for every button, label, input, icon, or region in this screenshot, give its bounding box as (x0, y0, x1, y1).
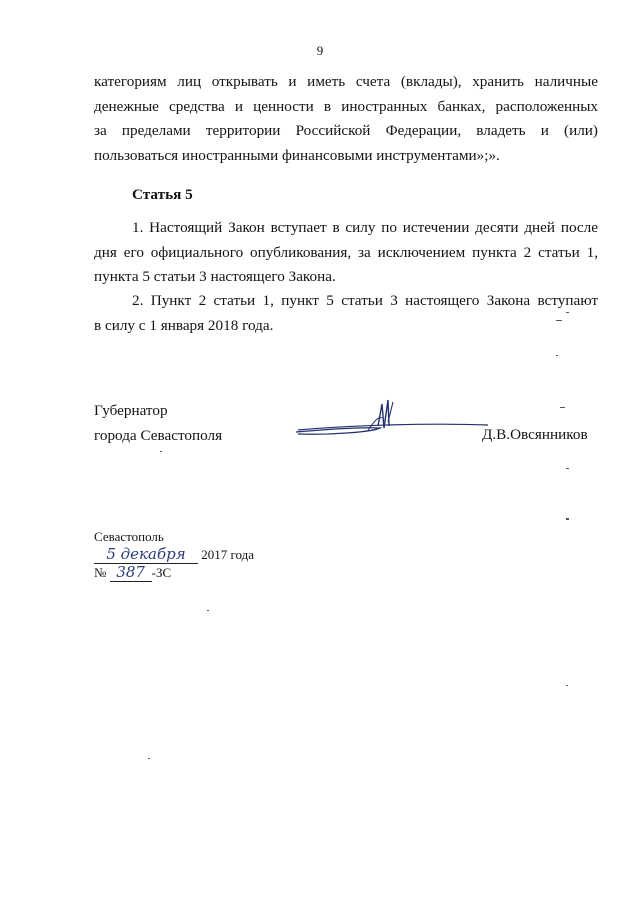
date-line (94, 545, 254, 564)
scan-speck (566, 312, 569, 313)
number-line (94, 563, 171, 582)
text-line: пункта 5 статьи 3 настоящего Закона. (94, 268, 336, 285)
scan-speck (556, 320, 562, 321)
text-line: денежные средства и ценности в иностранных банках, расположенных (94, 97, 598, 115)
handwritten-signature (292, 392, 492, 442)
scan-speck (560, 407, 565, 408)
handwritten-number: 387 (110, 563, 152, 582)
scan-speck (556, 355, 558, 356)
scan-speck (160, 451, 162, 452)
scan-speck (566, 685, 568, 686)
text-line: за пределами территории Российской Федерации, владеть и (или) (94, 122, 598, 139)
scan-speck (566, 468, 569, 469)
signatory-title-line: Губернатор (94, 402, 168, 419)
text-line: 2. Пункт 2 статьи 1, пункт 5 статьи 3 настоящего Закона вступают (132, 292, 598, 309)
scan-speck (566, 518, 569, 520)
year-text: 2017 года (201, 547, 255, 562)
text-line: в силу с 1 января 2018 года. (94, 316, 274, 334)
number-prefix: № (94, 565, 107, 580)
page-number: 9 (316, 43, 324, 58)
scan-speck (207, 610, 209, 611)
text-line: категориям лиц открывать и иметь счета (вклады), хранить наличные (94, 73, 598, 90)
place-of-signing: Севастополь (94, 529, 164, 544)
article-paragraph-2 (94, 289, 598, 338)
signatory-name: Д.В.Овсянников (482, 426, 588, 443)
scan-speck (148, 758, 150, 759)
continuation-text (94, 70, 598, 168)
number-suffix: -ЗС (151, 565, 172, 580)
signatory-title-line: города Севастополя (94, 426, 223, 444)
text-line: 1. Настоящий Закон вступает в силу по истечении десяти дней после (132, 219, 598, 236)
article-paragraph-1 (94, 216, 598, 290)
text-line: дня его официального опубликования, за исключением пункта 2 статьи 1, (94, 243, 598, 261)
text-line: пользоваться иностранными финансовыми инструментами»;». (94, 146, 500, 164)
handwritten-date: 5 декабря (94, 545, 198, 564)
signatory-title (94, 399, 222, 448)
article-heading: Статья 5 (132, 186, 193, 203)
